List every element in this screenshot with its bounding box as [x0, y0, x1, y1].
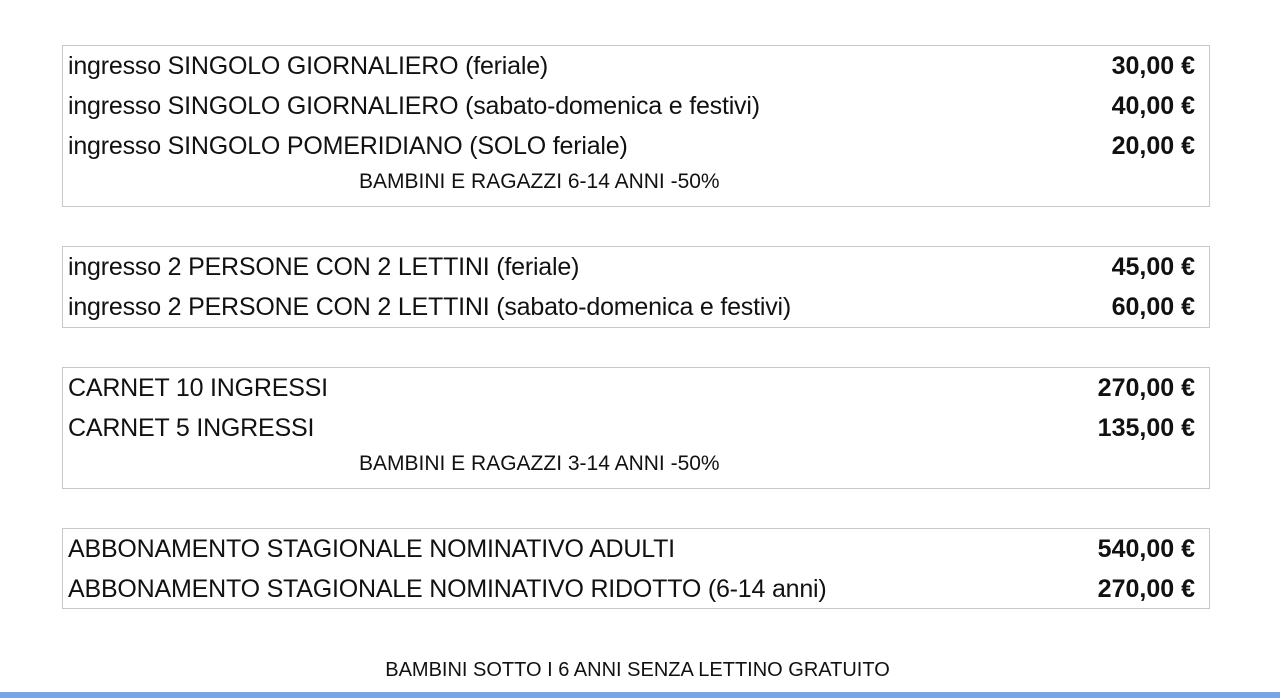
price-row-amount: 270,00 €	[1097, 575, 1195, 603]
two-person-price-box	[62, 246, 1210, 328]
price-row-label: ingresso SINGOLO POMERIDIANO (SOLO feriale)	[68, 132, 628, 160]
price-row-amount: 30,00 €	[1111, 52, 1195, 80]
free-under-six-note: BAMBINI SOTTO I 6 ANNI SENZA LETTINO GRATUITO	[385, 659, 890, 681]
price-row-label: CARNET 10 INGRESSI	[68, 374, 328, 402]
price-row-label: ABBONAMENTO STAGIONALE NOMINATIVO ADULTI	[68, 535, 675, 563]
price-row-label: ingresso 2 PERSONE CON 2 LETTINI (feriale)	[68, 253, 580, 281]
price-row-amount: 60,00 €	[1111, 293, 1195, 321]
price-row-label: ABBONAMENTO STAGIONALE NOMINATIVO RIDOTTO (6-14 anni)	[68, 575, 827, 603]
price-row-single-afternoon	[63, 126, 1209, 166]
price-row-season-adult	[63, 529, 1209, 569]
price-row-label: ingresso SINGOLO GIORNALIERO (feriale)	[68, 52, 549, 80]
price-row-amount: 20,00 €	[1111, 132, 1195, 160]
children-discount-note: BAMBINI E RAGAZZI 6-14 ANNI -50%	[359, 170, 720, 193]
price-row-single-weekday	[63, 46, 1209, 86]
single-entry-price-box	[62, 45, 1210, 207]
price-row-single-weekend	[63, 86, 1209, 126]
price-row-season-reduced	[63, 569, 1209, 609]
price-row-amount: 270,00 €	[1097, 374, 1195, 402]
price-row-carnet-5	[63, 408, 1209, 448]
children-discount-note: BAMBINI E RAGAZZI 3-14 ANNI -50%	[359, 452, 720, 475]
season-pass-price-box	[62, 528, 1210, 609]
bottom-divider	[0, 692, 1280, 698]
price-row-amount: 135,00 €	[1097, 414, 1195, 442]
price-row-amount: 45,00 €	[1111, 253, 1195, 281]
carnet-price-box	[62, 367, 1210, 489]
price-row-carnet-10	[63, 368, 1209, 408]
price-row-label: CARNET 5 INGRESSI	[68, 414, 315, 442]
price-row-two-person-weekend	[63, 287, 1209, 327]
price-row-amount: 40,00 €	[1111, 92, 1195, 120]
price-row-two-person-weekday	[63, 247, 1209, 287]
price-row-label: ingresso SINGOLO GIORNALIERO (sabato-domenica e festivi)	[68, 92, 760, 120]
price-row-label: ingresso 2 PERSONE CON 2 LETTINI (sabato-domenica e festivi)	[68, 293, 791, 321]
price-row-amount: 540,00 €	[1097, 535, 1195, 563]
